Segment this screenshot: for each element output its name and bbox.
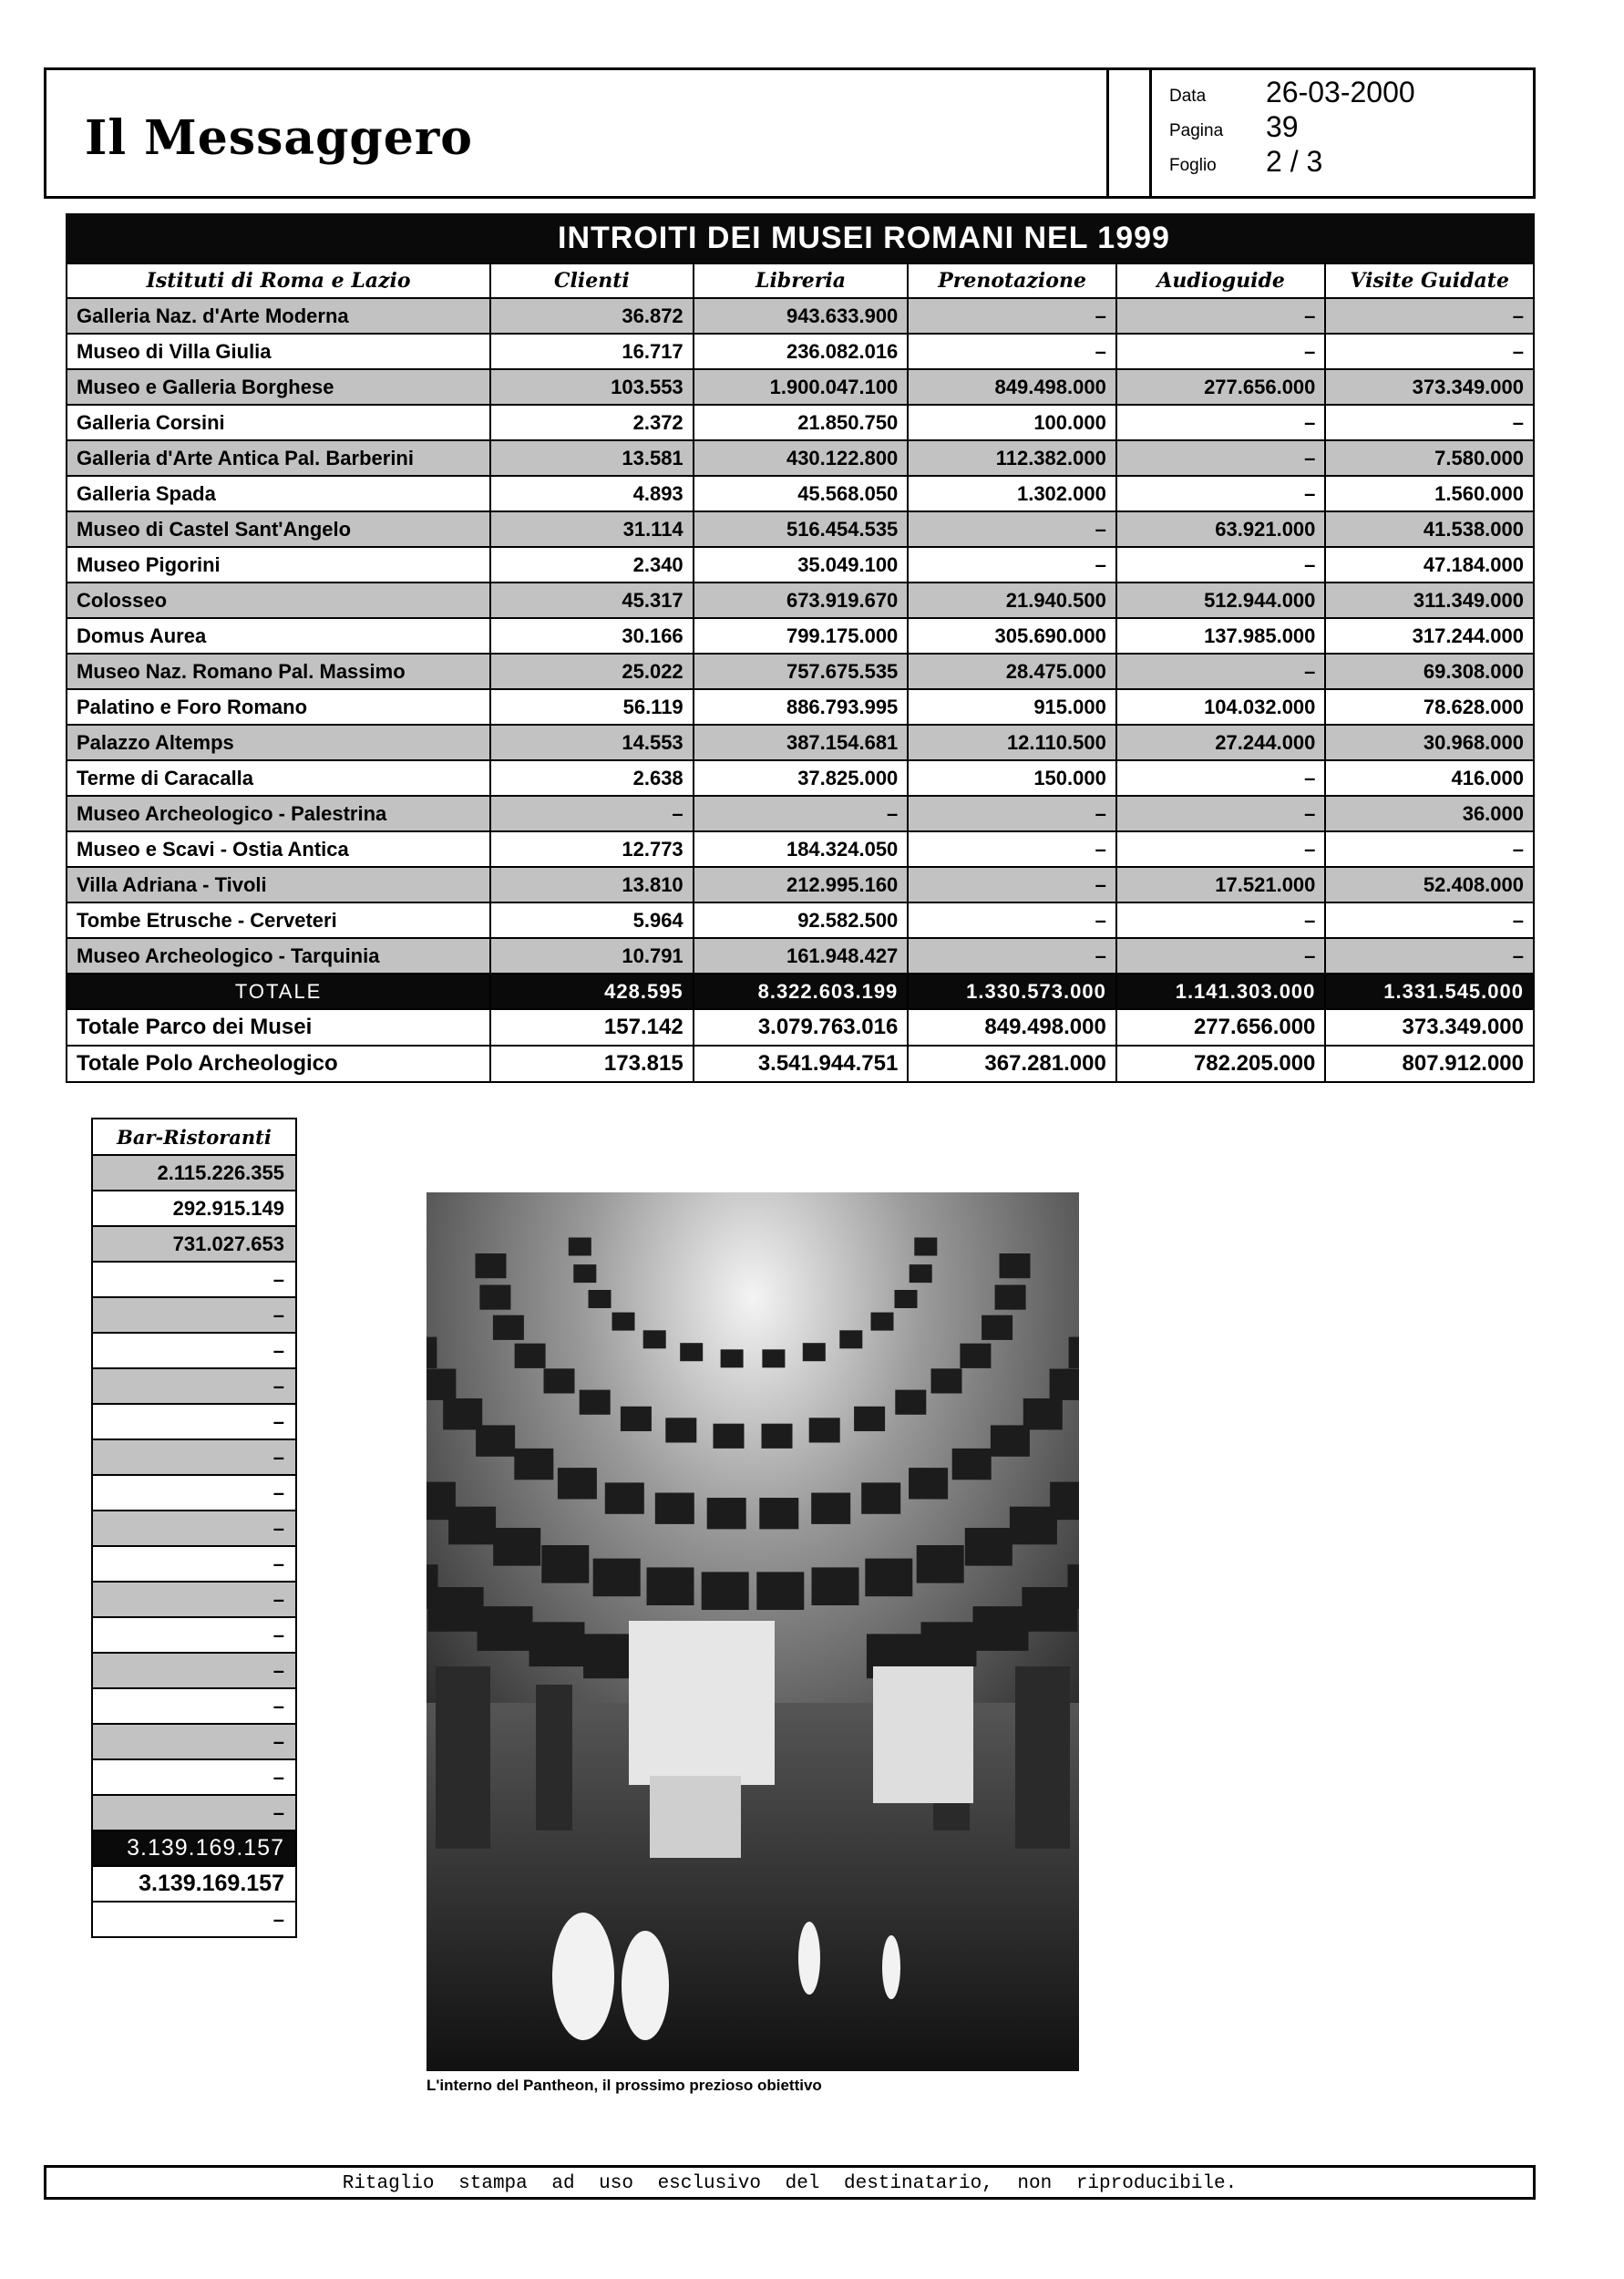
table-cell: 104.032.000 [1116,689,1326,725]
table-cell: 31.114 [490,511,693,547]
bar-ristoranti-cell: 2.115.226.355 [91,1156,297,1191]
table-cell: – [908,938,1116,974]
bar-ristoranti-cell: – [91,1547,297,1583]
table-cell: – [908,796,1116,831]
table-cell: 367.281.000 [908,1046,1116,1082]
institute-name: TOTALE [67,974,490,1009]
table-cell: 78.628.000 [1325,689,1534,725]
table-cell: 849.498.000 [908,369,1116,405]
table-cell: 2.340 [490,547,693,583]
institute-name: Totale Parco dei Musei [67,1009,490,1046]
table-cell: 799.175.000 [694,618,909,654]
table-cell: 2.638 [490,760,693,796]
table-cell: 137.985.000 [1116,618,1326,654]
table-cell: 173.815 [490,1046,693,1082]
bar-ristoranti-cell: – [91,1654,297,1689]
table-row [67,796,1534,831]
table-cell: 184.324.050 [694,831,909,867]
table-cell: 28.475.000 [908,654,1116,689]
bar-ristoranti-cell: – [91,1405,297,1440]
photo-caption: L'interno del Pantheon, il prossimo prezioso obiettivo [427,2077,822,2094]
institute-name: Museo e Scavi - Ostia Antica [67,831,490,867]
institute-name: Museo Archeologico - Tarquinia [67,938,490,974]
table-cell: 12.773 [490,831,693,867]
table-cell: 212.995.160 [694,867,909,902]
table-cell: 100.000 [908,405,1116,440]
table-row [67,1046,1534,1082]
meta-value: 26-03-2000 [1266,76,1415,108]
table-cell: 7.580.000 [1325,440,1534,476]
bar-ristoranti-cell: – [91,1369,297,1405]
meta-block [1169,76,1516,180]
table-cell: 150.000 [908,760,1116,796]
table-cell: 311.349.000 [1325,583,1534,618]
footer-box [44,2165,1536,2200]
table-title: INTROITI DEI MUSEI ROMANI NEL 1999 [66,213,1535,263]
bar-ristoranti-cell: – [91,1511,297,1547]
bar-ristoranti-column [91,1118,297,1938]
table-cell: 3.079.763.016 [694,1009,909,1046]
table-cell: 849.498.000 [908,1009,1116,1046]
table-cell: 516.454.535 [694,511,909,547]
table-cell: 14.553 [490,725,693,760]
table-cell: – [908,867,1116,902]
table-row [67,902,1534,938]
table-cell: – [1116,334,1326,369]
table-row [67,618,1534,654]
pantheon-interior-illustration [427,1192,1079,2071]
table-cell: 157.142 [490,1009,693,1046]
table-cell: 37.825.000 [694,760,909,796]
table-row [67,405,1534,440]
table-cell: – [908,831,1116,867]
table-cell: – [1325,334,1534,369]
column-header: Audioguide [1116,263,1326,298]
table-row [67,369,1534,405]
institute-name: Galleria Corsini [67,405,490,440]
masthead [46,70,1109,196]
table-cell: – [1325,298,1534,334]
table-cell: – [1325,902,1534,938]
table-cell: 673.919.670 [694,583,909,618]
table-cell: 35.049.100 [694,547,909,583]
institute-name: Palatino e Foro Romano [67,689,490,725]
bar-ristoranti-cell: 731.027.653 [91,1227,297,1263]
header-box [44,67,1536,199]
footer-notice: Ritaglio stampa ad uso esclusivo del destinatario, non riproducibile. [342,2173,1238,2194]
table-cell: 430.122.800 [694,440,909,476]
table-cell: 428.595 [490,974,693,1009]
table-cell: 17.521.000 [1116,867,1326,902]
table-row [67,725,1534,760]
table-cell: – [1116,547,1326,583]
table-cell: 1.330.573.000 [908,974,1116,1009]
bar-ristoranti-cell: – [91,1476,297,1511]
table-cell: 30.166 [490,618,693,654]
table-row [67,654,1534,689]
table-cell: 36.000 [1325,796,1534,831]
table-cell: 27.244.000 [1116,725,1326,760]
income-table-section [66,213,1535,1083]
table-cell: 373.349.000 [1325,1009,1534,1046]
table-cell: 13.581 [490,440,693,476]
table-cell: – [908,511,1116,547]
meta-value: 39 [1266,110,1299,143]
table-cell: – [1116,902,1326,938]
table-cell: – [1116,476,1326,511]
institute-name: Tombe Etrusche - Cerveteri [67,902,490,938]
table-cell: 1.331.545.000 [1325,974,1534,1009]
table-cell: – [490,796,693,831]
bar-ristoranti-cell: – [91,1796,297,1831]
meta-row [1169,110,1516,145]
table-cell: 112.382.000 [908,440,1116,476]
institute-name: Domus Aurea [67,618,490,654]
table-cell: 305.690.000 [908,618,1116,654]
institute-name: Colosseo [67,583,490,618]
table-row [67,476,1534,511]
income-table [66,263,1535,1083]
institute-name: Terme di Caracalla [67,760,490,796]
table-cell: – [908,334,1116,369]
bar-ristoranti-cell: 3.139.169.157 [91,1831,297,1867]
table-row [67,583,1534,618]
table-cell: 103.553 [490,369,693,405]
table-row [67,760,1534,796]
institute-name: Museo Archeologico - Palestrina [67,796,490,831]
table-cell: 69.308.000 [1325,654,1534,689]
table-cell: 757.675.535 [694,654,909,689]
table-row [67,298,1534,334]
institute-name: Galleria d'Arte Antica Pal. Barberini [67,440,490,476]
table-cell: – [1325,405,1534,440]
table-row [67,1009,1534,1046]
table-cell: – [1116,298,1326,334]
table-cell: 13.810 [490,867,693,902]
table-cell: 277.656.000 [1116,369,1326,405]
meta-row [1169,76,1516,110]
bar-ristoranti-cell: – [91,1903,297,1938]
bar-ristoranti-cell: – [91,1263,297,1298]
table-cell: 236.082.016 [694,334,909,369]
meta-row [1169,145,1516,180]
table-cell: – [908,902,1116,938]
table-cell: 5.964 [490,902,693,938]
table-cell: 416.000 [1325,760,1534,796]
table-cell: 3.541.944.751 [694,1046,909,1082]
table-cell: 317.244.000 [1325,618,1534,654]
table-cell: 1.302.000 [908,476,1116,511]
bar-ristoranti-cell: 3.139.169.157 [91,1867,297,1903]
bar-ristoranti-cell: 292.915.149 [91,1191,297,1227]
table-row [67,867,1534,902]
table-cell: 915.000 [908,689,1116,725]
table-cell: 373.349.000 [1325,369,1534,405]
table-cell: 1.141.303.000 [1116,974,1326,1009]
table-row [67,938,1534,974]
table-cell: 8.322.603.199 [694,974,909,1009]
column-header: Libreria [694,263,909,298]
table-cell: – [1116,938,1326,974]
bar-ristoranti-cell: – [91,1298,297,1334]
meta-label: Foglio [1169,156,1217,175]
table-row [67,689,1534,725]
institute-name: Villa Adriana - Tivoli [67,867,490,902]
table-cell: 56.119 [490,689,693,725]
pantheon-photo [427,1192,1079,2071]
column-header: Clienti [490,263,693,298]
table-cell: – [1325,831,1534,867]
table-header-row [67,263,1534,298]
table-cell: 30.968.000 [1325,725,1534,760]
institute-name: Galleria Spada [67,476,490,511]
meta-label: Pagina [1169,121,1224,140]
table-cell: 782.205.000 [1116,1046,1326,1082]
table-cell: 92.582.500 [694,902,909,938]
table-cell: 512.944.000 [1116,583,1326,618]
institute-name: Museo Naz. Romano Pal. Massimo [67,654,490,689]
table-row [67,547,1534,583]
bar-ristoranti-cell: – [91,1583,297,1618]
table-cell: 25.022 [490,654,693,689]
table-cell: 886.793.995 [694,689,909,725]
table-cell: 52.408.000 [1325,867,1534,902]
meta-value: 2 / 3 [1266,145,1323,178]
institute-name: Galleria Naz. d'Arte Moderna [67,298,490,334]
table-cell: 387.154.681 [694,725,909,760]
institute-name: Museo di Villa Giulia [67,334,490,369]
table-cell: 943.633.900 [694,298,909,334]
header-divider [1149,70,1152,196]
institute-name: Palazzo Altemps [67,725,490,760]
table-cell: 1.900.047.100 [694,369,909,405]
table-cell: 10.791 [490,938,693,974]
table-cell: – [908,547,1116,583]
table-cell: – [1116,440,1326,476]
table-cell: – [1325,938,1534,974]
bar-ristoranti-header: Bar-Ristoranti [91,1118,297,1156]
table-cell: – [1116,831,1326,867]
table-cell: – [1116,405,1326,440]
table-cell: 16.717 [490,334,693,369]
bar-ristoranti-cell: – [91,1725,297,1760]
table-cell: 12.110.500 [908,725,1116,760]
table-cell: 21.850.750 [694,405,909,440]
bar-ristoranti-cell: – [91,1334,297,1369]
table-cell: – [1116,654,1326,689]
table-row [67,334,1534,369]
table-row [67,974,1534,1009]
table-row [67,511,1534,547]
column-header: Visite Guidate [1325,263,1534,298]
bar-ristoranti-cell: – [91,1618,297,1654]
table-cell: 41.538.000 [1325,511,1534,547]
table-cell: 47.184.000 [1325,547,1534,583]
table-cell: 161.948.427 [694,938,909,974]
table-cell: 277.656.000 [1116,1009,1326,1046]
column-header: Istituti di Roma e Lazio [67,263,490,298]
table-cell: 45.568.050 [694,476,909,511]
table-cell: – [908,298,1116,334]
table-cell: – [694,796,909,831]
table-cell: 1.560.000 [1325,476,1534,511]
table-cell: 63.921.000 [1116,511,1326,547]
table-cell: 4.893 [490,476,693,511]
institute-name: Museo di Castel Sant'Angelo [67,511,490,547]
column-header: Prenotazione [908,263,1116,298]
table-cell: 807.912.000 [1325,1046,1534,1082]
bar-ristoranti-cell: – [91,1440,297,1476]
table-row [67,831,1534,867]
institute-name: Museo Pigorini [67,547,490,583]
meta-label: Data [1169,87,1207,106]
table-cell: – [1116,796,1326,831]
table-cell: 36.872 [490,298,693,334]
bar-ristoranti-cell: – [91,1689,297,1725]
bar-ristoranti-cell: – [91,1760,297,1796]
institute-name: Museo e Galleria Borghese [67,369,490,405]
table-cell: 45.317 [490,583,693,618]
table-cell: 2.372 [490,405,693,440]
table-cell: 21.940.500 [908,583,1116,618]
table-cell: – [1116,760,1326,796]
institute-name: Totale Polo Archeologico [67,1046,490,1082]
table-row [67,440,1534,476]
newspaper-logo: Il Messaggero [85,110,473,166]
